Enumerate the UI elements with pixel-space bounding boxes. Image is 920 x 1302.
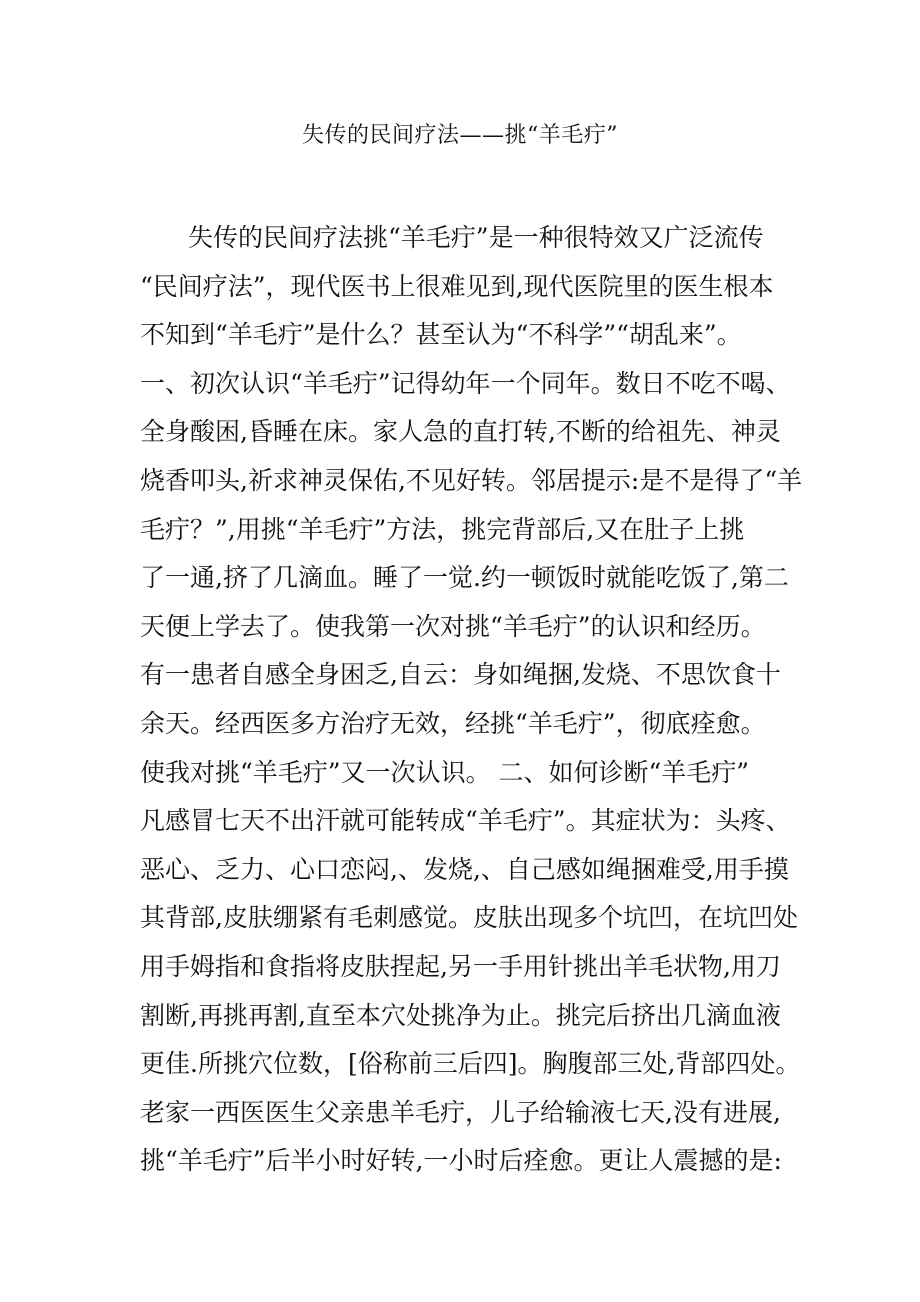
body-line: 有一患者自感全身困乏,自云：身如绳捆,发烧、不思饮食十 bbox=[140, 660, 781, 690]
body-line: 天便上学去了。使我第一次对挑“羊毛疔”的认识和经历。 bbox=[140, 611, 766, 641]
body-line: 恶心、乏力、心口恋闷,、发烧,、自己感如绳捆难受,用手摸 bbox=[140, 854, 789, 884]
body-line: 割断,再挑再割,直至本穴处挑净为止。挑完后挤出几滴血液 bbox=[140, 1000, 781, 1030]
body-line: 了一通,挤了几滴血。睡了一觉.约一顿饭时就能吃饭了,第二 bbox=[140, 563, 789, 593]
body-line: 更佳.所挑穴位数，[俗称前三后四]。胸腹部三处,背部四处。 bbox=[140, 1049, 801, 1079]
body-line: 老家一西医医生父亲患羊毛疔，儿子给输液七天,没有进展, bbox=[140, 1097, 781, 1127]
body-line: 余天。经西医多方治疗无效，经挑“羊毛疔”，彻底痊愈。 bbox=[140, 708, 766, 738]
body-line: 凡感冒七天不出汗就可能转成“羊毛疔”。其症状为：头疼、 bbox=[140, 806, 791, 836]
body-line: 一、初次认识“羊毛疔”记得幼年一个同年。数日不吃不喝、 bbox=[140, 368, 791, 398]
body-line: 不知到“羊毛疔”是什么？甚至认为“不科学”“胡乱来”。 bbox=[140, 320, 742, 350]
body-line: 使我对挑“羊毛疔”又一次认识。 二、如何诊断“羊毛疔” bbox=[140, 757, 750, 787]
document-title: 失传的民间疗法——挑“羊毛疔” bbox=[302, 123, 618, 148]
body-line: 挑“羊毛疔”后半小时好转,一小时后痊愈。更让人震撼的是: bbox=[140, 1146, 782, 1176]
body-line: “民间疗法”，现代医书上很难见到,现代医院里的医生根本 bbox=[140, 271, 774, 301]
body-line: 全身酸困,昏睡在床。家人急的直打转,不断的给祖先、神灵 bbox=[140, 417, 781, 447]
body-line: 烧香叩头,祈求神灵保佑,不见好转。邻居提示:是不是得了“羊 bbox=[140, 465, 803, 495]
document-body bbox=[140, 214, 803, 1186]
body-line: 失传的民间疗法挑“羊毛疔”是一种很特效又广泛流传 bbox=[188, 223, 764, 252]
body-line: 其背部,皮肤绷紧有毛刺感觉。皮肤出现多个坑凹，在坑凹处 bbox=[140, 903, 798, 933]
body-line: 用手姆指和食指将皮肤捏起,另一手用针挑出羊毛状物,用刀 bbox=[140, 951, 781, 981]
body-line: 毛疔？”,用挑“羊毛疔”方法，挑完背部后,又在肚子上挑 bbox=[140, 514, 745, 544]
